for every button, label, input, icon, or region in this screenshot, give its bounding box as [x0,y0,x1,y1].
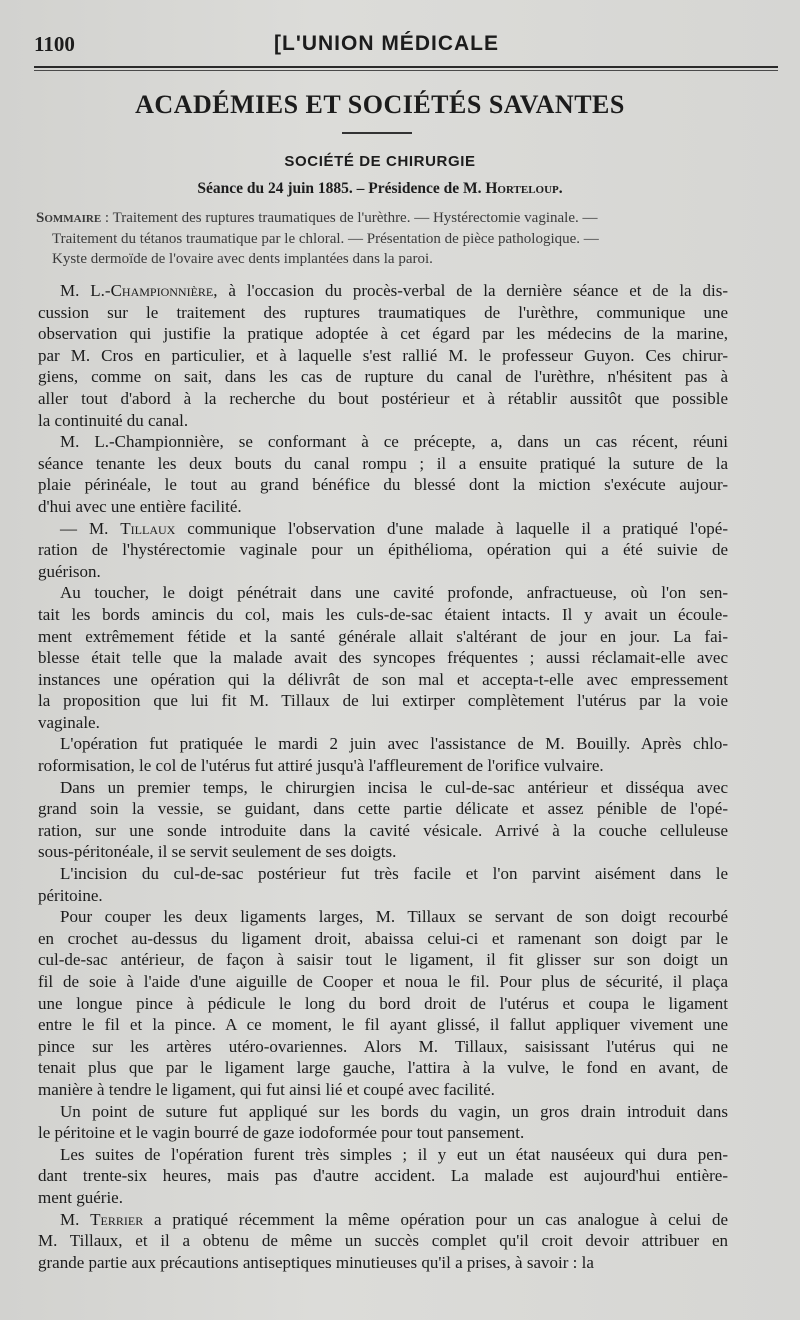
session-line [0,180,760,198]
text-line: en crochet au-dessus du ligament droit, abaissa celui-ci et ramenant son doigt par le [38,928,728,948]
text-line: observation qui justifie la pratique adoptée à cet égard par les médecins de la marine, [38,324,728,344]
text-line: Pour couper les deux ligaments larges, M. Tillaux se servant de son doigt recourbé [60,907,728,927]
text-line: cul-de-sac antérieur, de façon à saisir tout le ligament, il fit glisser sur son doigt un [38,950,728,970]
summary-label: Sommaire [36,210,102,226]
session-text: Séance du 24 juin 1885. – Présidence de M. [197,180,482,197]
header-rule [34,66,778,68]
text-line: dant trente-six heures, mais pas d'autre accident. La malade est aujourd'hui entière- [38,1166,728,1186]
text-line: d'hui avec une entière facilité. [38,496,242,516]
paragraph [38,863,728,906]
text-line: ment extrêmement fétide et la santé générale allait s'altérant de jour en jour. La fai- [38,626,728,646]
text-line: pince sur les artères utéro-ovariennes. Alors M. Tillaux, saisissant l'utérus qui ne [38,1036,728,1056]
speaker-name: Tillaux [120,518,176,538]
text-line: fil de soie à l'aide d'une aiguille de Cooper et noua le fil. Pour plus de sécurité, il plaça [38,972,728,991]
text-line: entre le fil et la pince. A ce moment, le fil ayant glissé, il fallut appliquer vivement une [38,1015,728,1035]
text-line: giens, comme on sait, dans les cas de rupture du canal de l'urèthre, n'hésitent pas à [38,367,728,387]
text-line: séance tenante les deux bouts du canal rompu ; il a ensuite pratiqué la suture de la [38,453,728,473]
paragraph [38,582,728,733]
paragraph [38,1101,728,1144]
section-title: ACADÉMIES ET SOCIÉTÉS SAVANTES [135,90,625,119]
paragraph [38,518,728,583]
text-line: — M. Tillaux communique l'observation d'une malade à laquelle il a pratiqué l'opé- [60,518,728,538]
text-line: aller tout d'abord à la recherche du bout postérieur et à rétablir aussitôt que possible [38,388,728,408]
text-line: la proposition que lui fit M. Tillaux de lui extirper complètement l'utérus par la voie [38,691,728,711]
summary-line: Kyste dermoïde de l'ovaire avec dents implantées dans la paroi. [52,251,433,267]
text-line: ration, sur une sonde introduite dans la cavité vésicale. Arrivé à la couche celluleuse [38,820,728,840]
text-line: tenait plus que par le ligament large gauche, l'attira à la vulve, le fond en avant, de [38,1058,728,1078]
page-number: 1100 [34,32,75,56]
speaker-name: M. L.-Championnière [60,281,214,300]
summary-line: Sommaire : Traitement des ruptures traumatiques de l'urèthre. — Hystérectomie vaginale. — [36,210,598,226]
text-line: M. L.-Championnière, se conformant à ce précepte, a, dans un cas récent, réuni [60,432,728,452]
text-line: M. L.-Championnière, à l'occasion du procès-verbal de la dernière séance et de la dis- [60,281,728,300]
text-line: guérison. [38,561,101,581]
text-line: cussion sur le traitement des ruptures traumatiques de l'urèthre, communique une [38,302,728,322]
text-line: sous-péritonéale, il se servit seulement de ses doigts. [38,842,397,862]
summary-block [36,208,726,270]
text-line: L'incision du cul-de-sac postérieur fut très facile et l'on parvint aisément dans le [60,864,728,884]
text-line: ration de l'hystérectomie vaginale pour un épithélioma, opération qui a été suivie de [38,540,728,560]
text-line: par M. Cros en particulier, et à laquelle s'est rallié M. le professeur Guyon. Ces chirur- [38,345,728,365]
society-heading: SOCIÉTÉ DE CHIRURGIE [284,153,476,170]
session-president: Horteloup. [485,180,563,197]
text-line: péritoine. [38,885,103,905]
speaker-name: Terrier [90,1209,144,1229]
text-line: manière à tendre le ligament, qui fut ainsi lié et coupé avec facilité. [38,1079,495,1099]
paragraph [38,1144,728,1209]
text-line: Un point de suture fut appliqué sur les bords du vagin, un gros drain introduit dans [60,1101,728,1121]
header-rule-thin [34,70,778,71]
text-line: Les suites de l'opération furent très simples ; il y eut un état nauséeux qui dura pen- [60,1144,728,1164]
text-line: grande partie aux précautions antiseptiques minutieuses qu'il a prises, à savoir : la [38,1252,594,1272]
paragraph [38,431,728,517]
text-line: Dans un premier temps, le chirurgien incisa le cul-de-sac antérieur et disséqua avec [60,777,728,797]
lead-prefix: — M. [60,518,121,538]
summary-line: Traitement du tétanos traumatique par le chloral. — Présentation de pièce pathologique. — [52,230,599,247]
text-line: roformisation, le col de l'utérus fut attiré jusqu'à l'affleurement de l'orifice vulvaire. [38,756,604,776]
text-line: une longue pince à pédicule le long du bord droit de l'utérus et coupa le ligament [38,993,728,1013]
text-line: Au toucher, le doigt pénétrait dans une cavité profonde, anfractueuse, où l'on sen- [60,583,728,603]
text-line: plaie périnéale, le tout au grand bénéfice du blessé dont la miction s'exécute aujour- [38,475,728,495]
text-line: blesse était telle que la malade avait des syncopes fréquentes ; aussi réclamait-elle avec [38,648,728,668]
text-line: M. Tillaux, et il a obtenu de même un succès complet qu'il croit devoir attribuer en [38,1231,728,1251]
paragraph [38,906,728,1100]
article-body [38,280,728,1273]
text-line: L'opération fut pratiquée le mardi 2 juin avec l'assistance de M. Bouilly. Après chlo- [60,734,728,754]
paragraph [38,1209,728,1274]
running-head [34,30,760,60]
text-line: la continuité du canal. [38,410,189,430]
paragraph [38,733,728,776]
journal-title: [L'UNION MÉDICALE [274,32,499,55]
lead-prefix: M. [60,1209,91,1229]
text-line: tait les bords amincis du col, mais les culs-de-sac étaient intacts. Il y avait un écoule- [38,604,728,624]
text-line: grand soin la vessie, se guidant, dans cette partie délicate et assez pénible de l'opé- [38,799,728,819]
text-line: vaginale. [38,712,100,732]
text-line: le péritoine et le vagin bourré de gaze iodoformée pour tout pansement. [38,1123,525,1143]
paragraph [38,777,728,863]
text-line: ment guérie. [38,1187,123,1207]
paragraph [38,280,728,431]
title-divider [342,132,412,134]
text-line: M. Terrier a pratiqué récemment la même opération pour un cas analogue à celui de [60,1209,728,1229]
text-line: instances une opération qui la délivrât de son mal et accepta-t-elle avec empressement [38,669,728,689]
